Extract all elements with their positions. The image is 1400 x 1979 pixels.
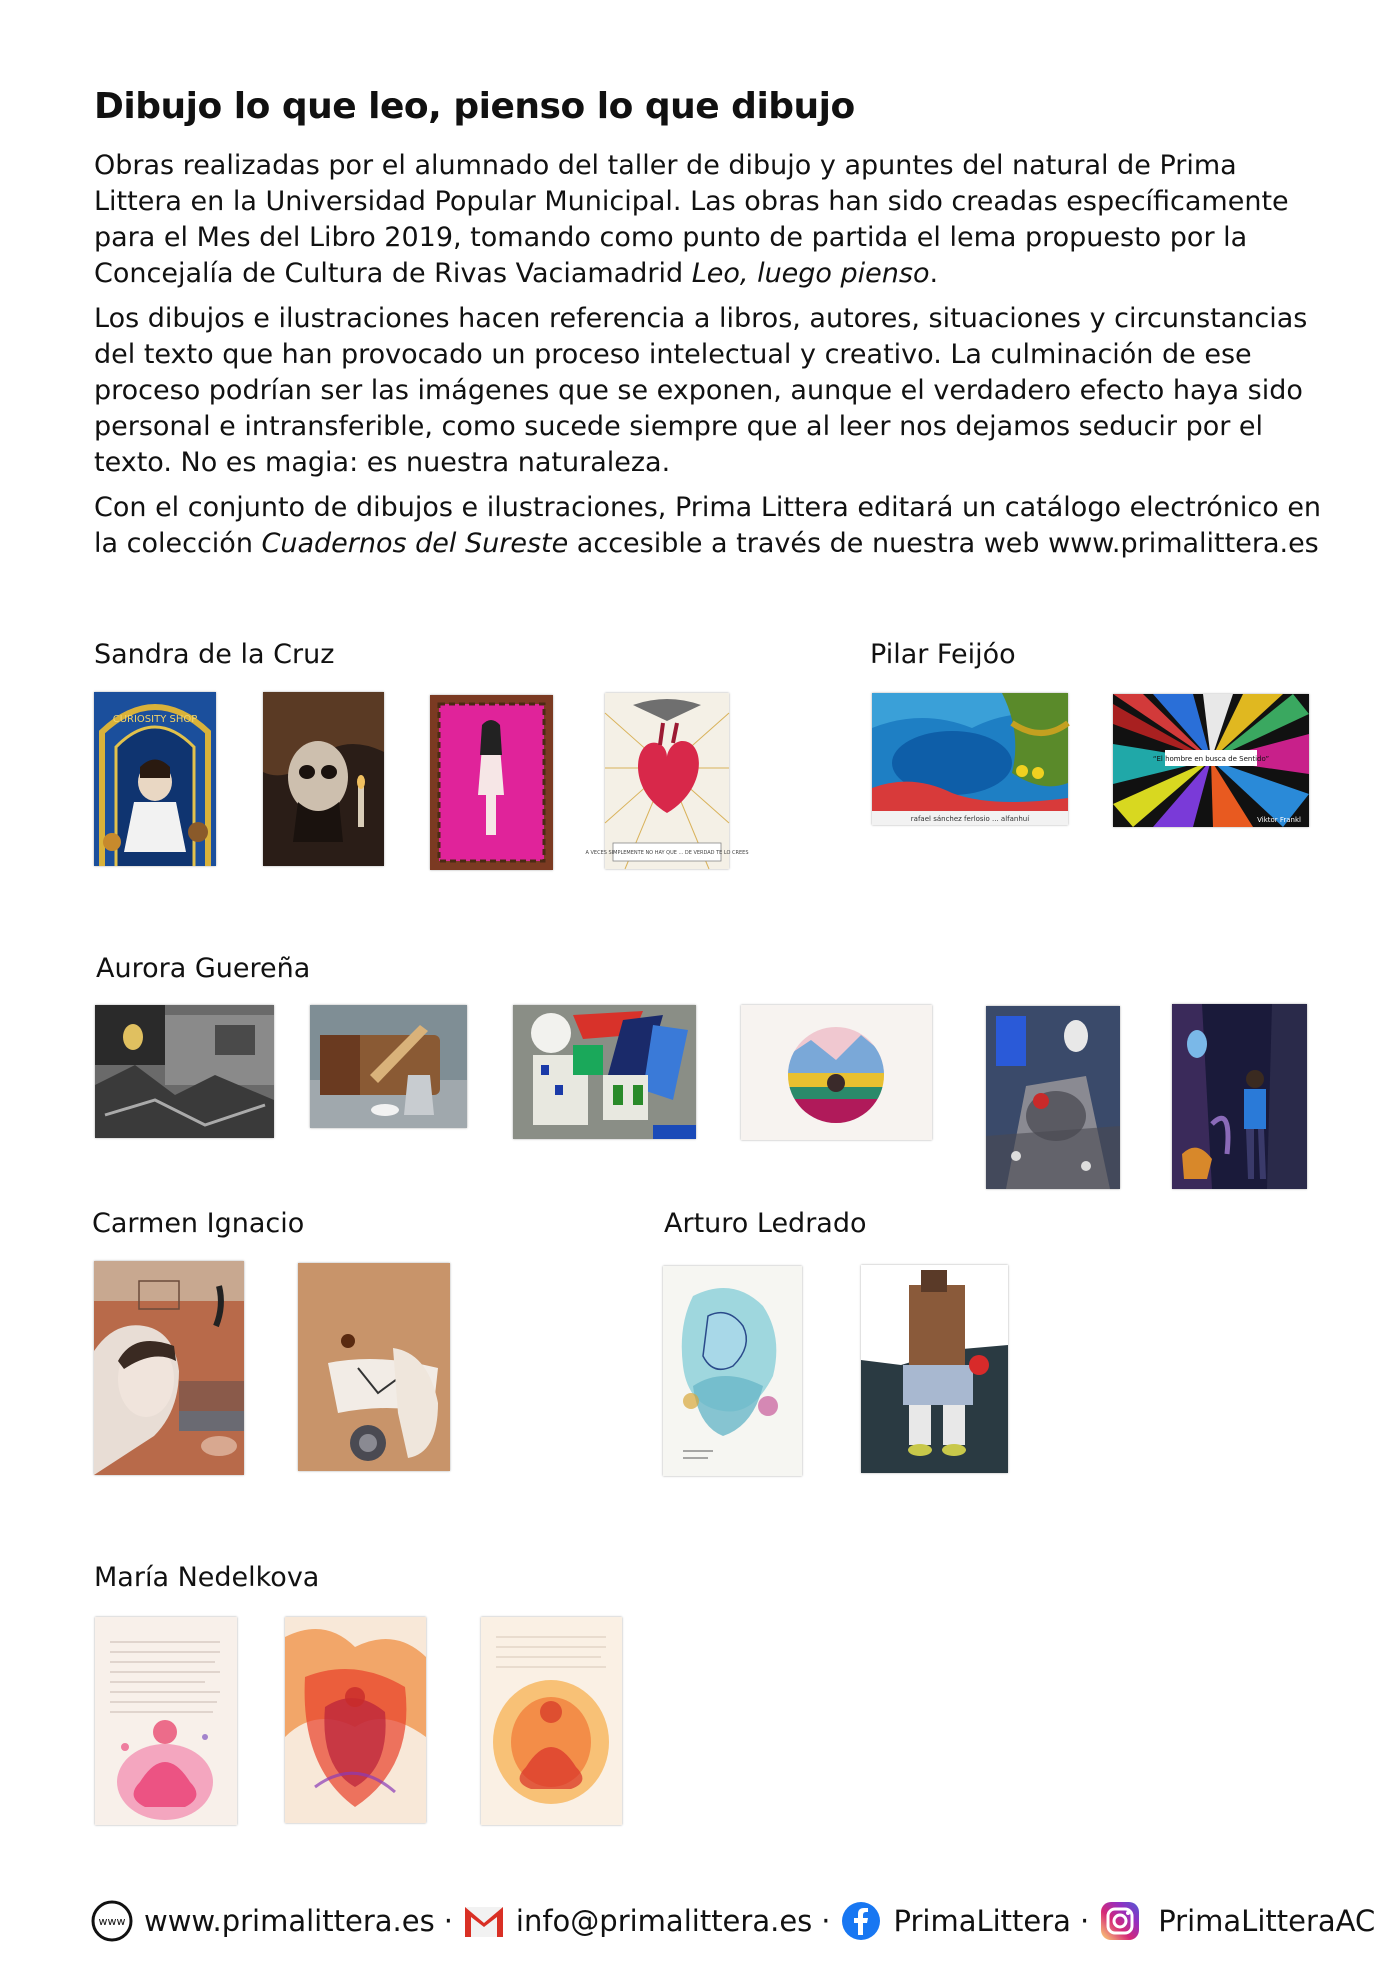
footer-contacts [90,1896,1375,1946]
artist-name-carmen: Carmen Ignacio [92,1208,305,1239]
gmail-icon [462,1899,506,1943]
artwork-sandra-4 [585,693,749,869]
collection-name: Cuadernos del Sureste [261,528,569,559]
artwork-aurora-2 [310,1005,467,1128]
artist-name-aurora: Aurora Guereña [96,953,311,984]
artwork-sandra-3 [430,695,553,870]
artwork-aurora-6 [1172,1004,1307,1189]
motto: Leo, luego pienso [691,258,930,289]
artwork-text: rafael sánchez ferlosio ... alfanhuí [910,815,1030,823]
instagram-icon [1098,1899,1142,1943]
artwork-sandra-2 [263,692,384,866]
separator: · [443,1904,453,1938]
artwork-aurora-5 [986,1006,1120,1189]
website-link[interactable]: www.primalittera.es [144,1904,435,1938]
artwork-aurora-4 [741,1005,932,1140]
facebook-link[interactable]: PrimaLittera [893,1904,1071,1938]
artist-name-pilar: Pilar Feijóo [870,639,1016,670]
artwork-text: CURIOSITY SHOP [112,714,198,725]
artwork-carmen-1 [94,1261,244,1475]
artist-name-arturo: Arturo Ledrado [664,1208,867,1239]
separator: · [1079,1904,1090,1938]
intro-paragraph-2: Los dibujos e ilustraciones hacen referencia a libros, autores, situaciones y circunstancias del texto que han provocado un proceso intelectual y creativo. La culminación de ese proceso podrían ser las imágenes que se exponen, aunque el verdadero efecto haya sido personal e intransferible, como sucede siempre que al leer nos dejamos seducir por el texto. No es magia: es nuestra naturaleza. [94,303,1308,478]
page-title: Dibujo lo que leo, pienso lo que dibujo [94,86,855,127]
artwork-arturo-1 [663,1266,802,1476]
email-link[interactable]: info@primalittera.es [515,1904,813,1938]
artwork-maria-1 [95,1617,237,1825]
web-icon [90,1899,134,1943]
svg-text:www: www [98,1915,126,1928]
intro-text [94,148,1324,571]
artwork-text: “El hombre en busca de Sentido” [1152,755,1270,763]
artwork-text: A VECES SIMPLEMENTE NO HAY QUE ... DE VERDAD TE LO CREES [585,850,749,856]
instagram-link[interactable]: PrimaLitteraAC [1158,1904,1376,1938]
separator: · [821,1904,831,1938]
artwork-text: Viktor Frankl [1257,816,1301,824]
facebook-icon [839,1899,883,1943]
artwork-carmen-2 [298,1263,450,1471]
artwork-aurora-3 [513,1005,696,1139]
artwork-maria-2 [285,1617,426,1823]
artwork-pilar-1 [872,693,1068,825]
artwork-pilar-2 [1113,694,1309,827]
artwork-sandra-1 [94,692,216,866]
artwork-aurora-1 [95,1005,274,1138]
artwork-maria-3 [481,1617,622,1825]
artwork-arturo-2 [861,1265,1008,1473]
artist-name-sandra: Sandra de la Cruz [94,639,335,670]
intro-paragraph-3: Con el conjunto de dibujos e ilustraciones, Prima Littera editará un catálogo electrónico en la colección Cuadernos del Sureste accesible a través de nuestra web www.primalittera.es [94,492,1322,559]
artist-name-maria: María Nedelkova [94,1562,320,1593]
intro-paragraph-1: Obras realizadas por el alumnado del taller de dibujo y apuntes del natural de Prima Littera en la Universidad Popular Municipal. Las obras han sido creadas específicamente para el Mes del Libro 2019, tomando como punto de partida el lema propuesto por la Concejalía de Cultura de Rivas Vaciamadrid Leo, luego pienso. [94,150,1289,289]
